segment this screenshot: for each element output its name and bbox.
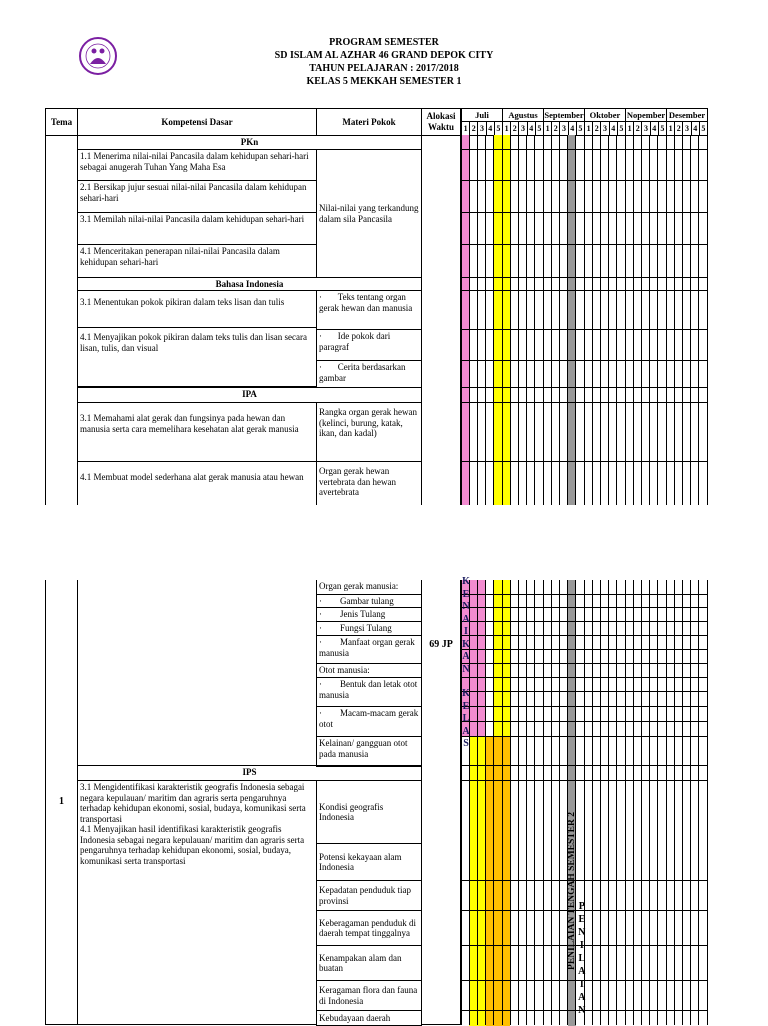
penilaian-letter: N	[578, 1005, 586, 1016]
grid-line	[592, 135, 593, 505]
pkn-materi	[316, 149, 422, 278]
grid-line	[551, 135, 552, 505]
kenaikan-letter: E	[462, 588, 470, 600]
bullet-icon: ·	[319, 609, 322, 619]
grid-line	[461, 635, 707, 636]
grid-line	[461, 387, 707, 388]
grid-line	[543, 580, 544, 1025]
week-number: 3	[682, 121, 691, 136]
grid-line	[461, 149, 707, 150]
pkn-kd-1: 1.1 Menerima nilai-nilai Pancasila dalam kehidupan sehari-hari sebagai anugerah Tuhan Yang Maha Esa	[77, 149, 317, 181]
week-number: 2	[551, 121, 560, 136]
grid-line	[600, 135, 601, 505]
grid-line	[551, 580, 552, 1025]
grid-line	[461, 329, 707, 330]
materi-item: Otot manusia:	[316, 663, 422, 678]
materi-item	[316, 621, 422, 636]
week-number: 1	[502, 121, 511, 136]
grid-line	[674, 580, 675, 1025]
month-header: Agustus	[502, 108, 544, 122]
header-materi: Materi Pokok	[316, 108, 422, 136]
materi-text: Fungsi Tulang	[340, 623, 392, 633]
ips-kd-1: 3.1 Mengidentifikasi karakteristik geografis Indonesia sebagai negara kepulauan/ maritim dan agraris serta pengaruhnya terhadap kehidupan ekonomi, sosial, budaya, komunikasi serta transportasi	[80, 782, 306, 824]
grid-line	[502, 580, 503, 1025]
title-year: TAHUN PELAJARAN : 2017/2018	[309, 63, 459, 74]
ips-materi-item: Potensi kekayaan alam Indonesia	[316, 843, 422, 881]
header-kd: Kompetensi Dasar	[77, 108, 317, 136]
kenaikan-letter: K	[462, 688, 470, 699]
grid-line	[559, 135, 560, 505]
bindo-kd-1: 3.1 Menentukan pokok pikiran dalam teks lisan dan tulis	[77, 290, 317, 328]
grid-line	[608, 135, 609, 505]
grid-line	[633, 580, 634, 1025]
week-number: 4	[691, 121, 700, 136]
week-number: 3	[518, 121, 527, 136]
materi-item	[316, 607, 422, 622]
grid-line	[698, 580, 699, 1025]
grid-line	[510, 580, 511, 1025]
kenaikan-letter: N	[462, 601, 470, 612]
grid-line	[608, 580, 609, 1025]
pkn-kd-3: 3.1 Memilah nilai-nilai Pancasila dalam kehidupan sehari-hari	[77, 212, 317, 245]
grid-line	[567, 135, 568, 505]
grid-line	[543, 135, 544, 505]
grid-line	[461, 135, 462, 505]
grid-line	[534, 135, 535, 505]
bindo-title: Bahasa Indonesia	[77, 277, 422, 291]
tema-cell	[45, 135, 78, 505]
materi-item	[316, 677, 422, 707]
grid-line	[633, 135, 634, 505]
materi-item	[316, 594, 422, 608]
week-number: 3	[600, 121, 609, 136]
grid-line	[461, 360, 707, 361]
kenaikan-letter: I	[464, 626, 468, 637]
month-header: Juli	[461, 108, 503, 122]
grid-line	[461, 402, 707, 403]
week-number: 2	[674, 121, 683, 136]
grid-line	[657, 580, 658, 1025]
month-header: Oktober	[584, 108, 626, 122]
week-number: 2	[633, 121, 642, 136]
grid-line	[616, 580, 617, 1025]
alokasi-cell-p1	[421, 135, 461, 505]
bullet-icon: ·	[319, 623, 322, 633]
tema-number: 1	[59, 795, 64, 807]
kenaikan-label	[461, 576, 471, 751]
bindo-kd-2: 4.1 Menyajikan pokok pikiran dalam teks tulis dan lisan secara lisan, tulis, dan visual	[77, 327, 317, 387]
grid-line	[600, 580, 601, 1025]
materi-text: Macam-macam gerak otot	[319, 708, 419, 729]
kenaikan-letter: K	[462, 638, 470, 650]
document-header	[0, 36, 768, 88]
header-alokasi-1: Alokasi	[426, 111, 456, 121]
week-number: 4	[527, 121, 536, 136]
grid-line	[666, 135, 667, 505]
grid-line	[493, 135, 494, 505]
grid-line	[461, 649, 707, 650]
week-number: 5	[617, 121, 626, 136]
semester-table-page1	[45, 108, 707, 504]
grid-line	[510, 135, 511, 505]
grid-line	[649, 580, 650, 1025]
grid-line	[518, 580, 519, 1025]
grid-line	[461, 706, 707, 707]
materi-item	[316, 706, 422, 737]
week-number: 1	[666, 121, 675, 136]
ips-title: IPS	[77, 765, 422, 781]
grid-line	[477, 135, 478, 505]
pts-label: PENILAIAN TENGAH SEMESTER 2	[566, 812, 577, 970]
grid-line	[592, 580, 593, 1025]
grid-line	[461, 212, 707, 213]
grid-line	[461, 607, 707, 608]
grid-line	[461, 663, 707, 664]
grid-line	[534, 580, 535, 1025]
grid-line	[461, 736, 707, 737]
month-header: Nopember	[626, 110, 666, 120]
header-alokasi-2: Waktu	[427, 122, 454, 132]
week-number: 4	[650, 121, 659, 136]
grid-line	[707, 135, 708, 505]
grid-line	[461, 594, 707, 595]
bullet-icon: ·	[319, 596, 322, 606]
month-header: Desember	[666, 108, 708, 122]
pkn-materi-text: Nilai-nilai yang terkandung dalam sila Pancasila	[319, 203, 419, 224]
kenaikan-letter: K	[462, 576, 470, 587]
penilaian-letter: I	[579, 979, 584, 990]
grid-line	[461, 677, 707, 678]
week-number: 1	[625, 121, 634, 136]
bindo-materi-3-text: · Cerita berdasarkan gambar	[319, 362, 406, 383]
ipa-materi-1: Rangka organ gerak hewan (kelinci, burung, katak, ikan, dan kadal)	[316, 402, 422, 462]
month-header: September	[544, 110, 584, 120]
grid-line	[690, 580, 691, 1025]
kenaikan-letter: L	[462, 713, 470, 724]
grid-line	[461, 765, 707, 766]
grid-line	[461, 880, 707, 881]
materi-item: Organ gerak manusia:	[316, 580, 422, 595]
week-number: 1	[543, 121, 552, 136]
ipa-title: IPA	[77, 387, 422, 403]
bindo-materi-2	[316, 329, 422, 361]
ipa-kd-1: 3.1 Memahami alat gerak dan fungsinya pada hewan dan manusia serta cara memelihara kesehatan alat gerak manusia	[77, 402, 317, 462]
kd-empty-cell	[77, 580, 317, 766]
grid-line	[584, 135, 585, 505]
grid-line	[502, 135, 503, 505]
penilaian-label	[577, 900, 587, 1017]
kenaikan-letter: A	[462, 651, 470, 662]
grid-line	[461, 290, 707, 291]
grid-line	[461, 180, 707, 181]
penilaian-letter: P	[578, 901, 585, 912]
bindo-materi-3	[316, 360, 422, 388]
week-number: 3	[477, 121, 486, 136]
kenaikan-letter: E	[462, 700, 470, 712]
pkn-kd-4: 4.1 Menceritakan penerapan nilai-nilai Pancasila dalam kehidupan sehari-hari	[77, 244, 317, 278]
grid-line	[559, 580, 560, 1025]
week-number: 5	[535, 121, 544, 136]
week-number: 5	[658, 121, 667, 136]
penilaian-letter: L	[578, 953, 586, 964]
week-number: 5	[576, 121, 585, 136]
grid-line	[526, 135, 527, 505]
alokasi-value: 69 JP	[429, 638, 453, 650]
week-number: 5	[699, 121, 708, 136]
kenaikan-letter: A	[462, 725, 470, 737]
week-number: 4	[568, 121, 577, 136]
grid-line	[485, 135, 486, 505]
penilaian-letter: N	[578, 927, 586, 938]
bindo-materi-1-value: Teks tentang organ gerak hewan dan manusia	[319, 292, 413, 313]
grid-line	[518, 135, 519, 505]
grid-line	[575, 135, 576, 505]
ips-materi-item: Kebudayaan daerah	[316, 1010, 422, 1026]
bindo-materi-1-text: · Teks tentang organ gerak hewan dan manusia	[319, 292, 413, 313]
materi-item: Kelainan/ gangguan otot pada manusia	[316, 736, 422, 767]
ips-materi-item: Keberagaman penduduk di daerah tempat tinggalnya	[316, 910, 422, 946]
penilaian-letter: I	[579, 940, 584, 951]
week-number: 2	[469, 121, 478, 136]
materi-text: Manfaat organ gerak manusia	[319, 637, 415, 658]
grid-line	[641, 135, 642, 505]
grid-line	[682, 580, 683, 1025]
grid-line	[461, 780, 707, 781]
grid-line	[461, 721, 707, 722]
grid-line	[657, 135, 658, 505]
grid-line	[477, 580, 478, 1025]
bullet-icon: ·	[319, 679, 322, 689]
week-number: 1	[461, 121, 470, 136]
ips-materi-item: Keragaman flora dan fauna di Indonesia	[316, 980, 422, 1011]
bindo-materi-3-value: Cerita berdasarkan gambar	[319, 362, 406, 383]
week-number: 2	[510, 121, 519, 136]
kenaikan-letter: N	[462, 663, 470, 675]
week-number: 4	[486, 121, 495, 136]
week-number: 2	[592, 121, 601, 136]
grid-line	[682, 135, 683, 505]
header-tema: Tema	[45, 108, 78, 136]
ips-kd-2: 4.1 Menyajikan hasil identifikasi karakteristik geografis Indonesia sebagai negara kepulauan/ maritim dan agraris serta pengaruhnya terhadap kehidupan ekonomi, sosial, budaya, komunikasi serta transportasi	[80, 824, 305, 866]
kenaikan-letter: S	[463, 738, 469, 749]
pkn-kd-2: 2.1 Bersikap jujur sesuai nilai-nilai Pancasila dalam kehidupan sehari-hari	[77, 180, 317, 213]
grid-line	[698, 135, 699, 505]
week-number: 3	[641, 121, 650, 136]
grid-line	[625, 135, 626, 505]
alokasi-cell-p2	[421, 580, 461, 1025]
grid-line	[641, 580, 642, 1025]
week-number: 5	[494, 121, 503, 136]
grid-line	[461, 691, 707, 692]
bindo-materi-2-value: Ide pokok dari paragraf	[319, 331, 391, 352]
materi-text: Jenis Tulang	[340, 609, 386, 619]
kenaikan-letter	[461, 676, 471, 688]
grid-line	[461, 461, 707, 462]
week-number: 4	[609, 121, 618, 136]
week-number: 1	[584, 121, 593, 136]
bullet-icon: ·	[319, 708, 322, 718]
grid-line	[625, 580, 626, 1025]
bullet-icon: ·	[319, 637, 322, 647]
materi-text: Gambar tulang	[340, 596, 394, 606]
grid-line	[526, 580, 527, 1025]
penilaian-letter: A	[578, 966, 586, 977]
grid-line	[485, 580, 486, 1025]
grid-line	[461, 621, 707, 622]
ips-materi-item: Kepadatan penduduk tiap provinsi	[316, 880, 422, 911]
title-class: KELAS 5 MEKKAH SEMESTER 1	[306, 76, 462, 87]
pkn-title: PKn	[77, 135, 422, 150]
kenaikan-letter: A	[462, 613, 470, 625]
ips-materi-item: Kenampakan alam dan buatan	[316, 945, 422, 981]
materi-item	[316, 635, 422, 664]
materi-text: Bentuk dan letak otot manusia	[319, 679, 418, 700]
grid-line	[461, 244, 707, 245]
ips-materi-item: Kondisi geografis Indonesia	[316, 780, 422, 844]
semester-table-page2	[45, 576, 707, 1024]
grid-line	[666, 580, 667, 1025]
penilaian-letter: A	[578, 992, 586, 1003]
title-program: PROGRAM SEMESTER	[329, 37, 439, 48]
header-alokasi	[421, 108, 461, 136]
ips-kd	[77, 780, 317, 1025]
week-number: 3	[559, 121, 568, 136]
grid-line	[690, 135, 691, 505]
tema-cell-2	[45, 580, 78, 1025]
bindo-materi-1	[316, 290, 422, 330]
title-school: SD ISLAM AL AZHAR 46 GRAND DEPOK CITY	[274, 50, 494, 61]
bindo-materi-2-text: · Ide pokok dari paragraf	[319, 331, 391, 352]
grid-line	[649, 135, 650, 505]
ipa-materi-2: Organ gerak hewan vertebrata dan hewan avertebrata	[316, 461, 422, 505]
grid-line	[493, 580, 494, 1025]
grid-line	[461, 277, 707, 278]
grid-line	[469, 135, 470, 505]
ipa-kd-2: 4.1 Membuat model sederhana alat gerak manusia atau hewan	[77, 461, 317, 505]
grid-line	[616, 135, 617, 505]
penilaian-letter: E	[578, 914, 586, 925]
grid-line	[674, 135, 675, 505]
grid-line	[707, 580, 708, 1025]
